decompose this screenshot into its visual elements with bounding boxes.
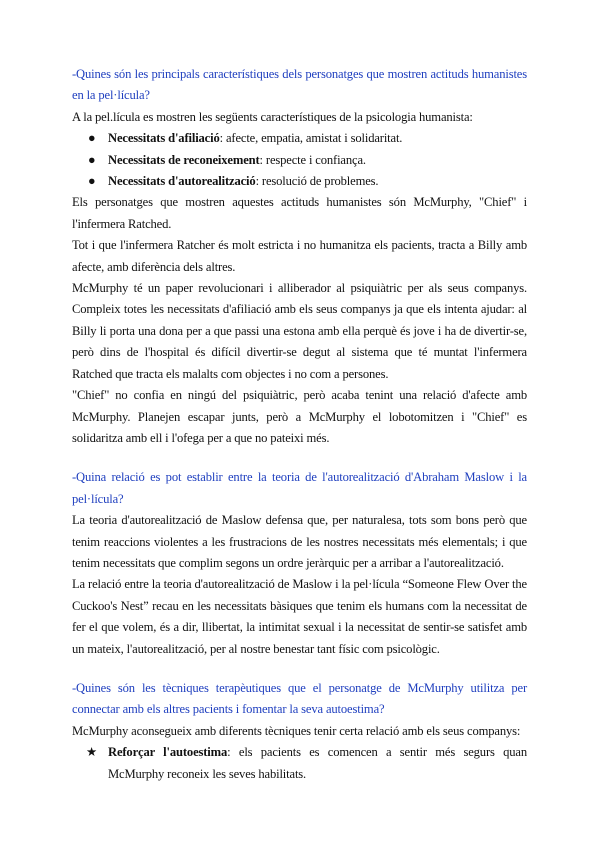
list-item-text: : resolució de problemes. xyxy=(255,174,379,189)
bullet-icon: ● xyxy=(88,174,96,189)
list-item xyxy=(84,742,527,785)
list-item-term: Necessitats d'autorealització xyxy=(108,174,256,189)
list-item-term: Reforçar l'autoestima xyxy=(108,745,228,760)
list-item-term: Necessitats d'afiliació xyxy=(108,131,220,146)
list-item xyxy=(84,150,527,171)
question-3-intro: McMurphy aconsegueix amb diferents tècniques tenir certa relació amb els seus companys: xyxy=(72,723,521,738)
paragraph: "Chief" no confia en ningú del psiquiàtric, però acaba tenint una relació d'afecte amb McMurphy. Planejen escapar junts, però a McMurphy el lobotomitzen i "Chief" es solidaritza amb ell i l'ofega per a que no pateixi més. xyxy=(72,388,527,445)
bullet-icon: ● xyxy=(88,131,96,146)
techniques-list xyxy=(72,742,527,785)
list-item-text: : els pacients es comencen a sentir més segurs quan McMurphy reconeix les seves habilitats. xyxy=(108,745,527,781)
question-2: -Quina relació es pot establir entre la teoria de l'autorealització d'Abraham Maslow i la pel·lícula? xyxy=(72,470,527,506)
list-item-term: Necessitats de reconeixement xyxy=(108,152,260,167)
paragraph: La teoria d'autorealització de Maslow defensa que, per naturalesa, tots som bons però que tenim reaccions violentes a les frustracions de les nostres necessitats més elementals; i que tenim necessitats que complim segons un ordre jeràrquic per a arribar a l'autorealització. xyxy=(72,513,527,570)
question-1-intro: A la pel.lícula es mostren les següents característiques de la psicologia humanista: xyxy=(72,109,473,124)
list-item xyxy=(84,128,527,149)
paragraph: McMurphy té un paper revolucionari i alliberador al psiquiàtric per als seus companys. Compleix totes les necessitats d'afiliació amb els seus companys ja que els intenta ajudar: al Billy li porta una dona per a que passi una estona amb ella perquè és jove i ha de divertir-se, però dins de l'hospital és difícil divertir-se degut al sistema que té muntat l'infermera Ratched que tracta els malalts com objectes i no com a persones. xyxy=(72,281,527,381)
paragraph: La relació entre la teoria d'autorealització de Maslow i la pel·lícula “Someone Flew Over the Cuckoo's Nest” recau en les necessitats bàsiques que tenim els humans com la necessitat de fer el que volem, és a dir, llibertat, la intimitat sexual i la necessitat de sentir-se satisfet amb un mateix, l'autorealització, per al nostre benestar tant físic com psicològic. xyxy=(72,577,527,656)
bullet-icon: ● xyxy=(88,152,96,167)
document-page xyxy=(72,64,527,785)
list-item-text: : respecte i confiança. xyxy=(259,152,366,167)
list-item-text: : afecte, empatia, amistat i solidaritat. xyxy=(219,131,403,146)
list-item xyxy=(84,171,527,192)
affiliation-needs-list xyxy=(72,128,527,192)
question-3: -Quines són les tècniques terapèutiques que el personatge de McMurphy utilitza per connectar amb els altres pacients i fomentar la seva autoestima? xyxy=(72,680,527,717)
question-1: -Quines són les principals característiques dels personatges que mostren actituds humanistes en la pel·lícula? xyxy=(72,67,527,103)
paragraph: Tot i que l'infermera Ratcher és molt estricta i no humanitza els pacients, tracta a Billy amb afecte, amb diferència dels altres. xyxy=(72,238,527,274)
star-bullet-icon: ★ xyxy=(86,745,98,760)
paragraph: Els personatges que mostren aquestes actituds humanistes són McMurphy, "Chief" i l'infermera Ratched. xyxy=(72,195,527,231)
